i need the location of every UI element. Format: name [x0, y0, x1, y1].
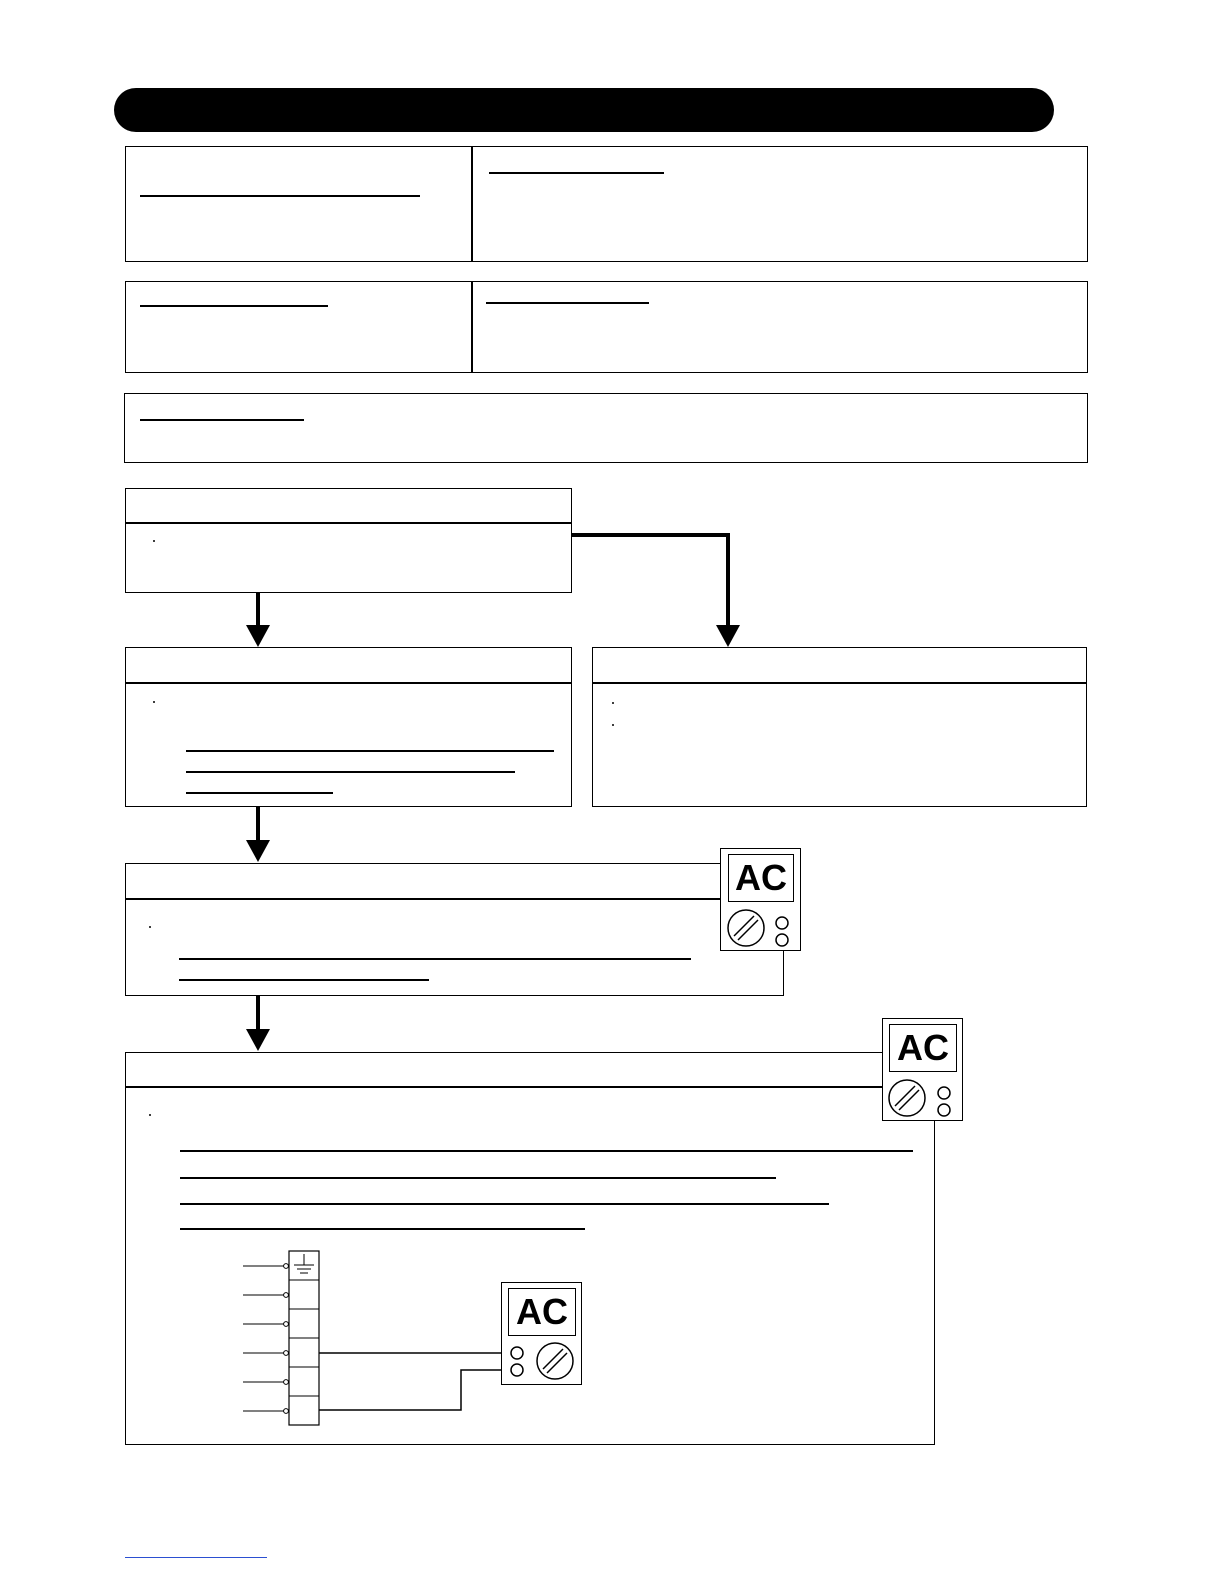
- footer-link-underline[interactable]: [125, 1557, 267, 1558]
- step-2-underline-2: [186, 771, 515, 773]
- info-box-1-divider: [471, 146, 473, 262]
- arrow-down-icon: [246, 625, 270, 647]
- step-4-bullet: [149, 1114, 151, 1116]
- info-box-1-left-underline: [140, 195, 420, 197]
- branch-connector-horizontal: [572, 533, 730, 537]
- multimeter-2: [882, 1018, 963, 1121]
- info-box-2-left-underline: [140, 305, 328, 307]
- info-box-3: [124, 393, 1088, 463]
- arrow-down-icon: [716, 625, 740, 647]
- probe-jack-icon: [774, 915, 790, 947]
- step-2-underline-3: [186, 792, 333, 794]
- multimeter-3: [501, 1282, 582, 1385]
- info-box-3-underline: [140, 419, 304, 421]
- step-4-underline-2: [180, 1177, 776, 1179]
- step-2-bullet: [153, 701, 155, 703]
- probe-jack-icon: [509, 1345, 525, 1377]
- multimeter-2-display: AC: [889, 1024, 957, 1072]
- dial-icon: [725, 907, 767, 949]
- info-box-1: [125, 146, 1088, 262]
- title-bar: [114, 88, 1054, 132]
- step-3-underline-1: [179, 958, 691, 960]
- step-4-underline-4: [180, 1228, 585, 1230]
- probe-jack-icon: [936, 1085, 952, 1117]
- step-2-underline-1: [186, 750, 554, 752]
- step-2-alt-bullet-2: [612, 724, 614, 726]
- branch-connector-vertical: [726, 533, 730, 626]
- multimeter-3-display: AC: [508, 1288, 576, 1336]
- step-3-underline-2: [179, 979, 429, 981]
- info-box-2-right-underline: [486, 302, 649, 304]
- step-1-header-divider: [125, 522, 572, 524]
- dial-icon: [534, 1340, 576, 1382]
- multimeter-1: [720, 848, 801, 951]
- step-2-alt-header-divider: [592, 682, 1087, 684]
- step-3-box: [125, 863, 784, 996]
- step-4-header-divider: [125, 1086, 882, 1088]
- step-4-underline-3: [180, 1203, 829, 1205]
- arrow-down-icon: [246, 840, 270, 862]
- step-4-underline-1: [180, 1150, 913, 1152]
- arrow-down-icon: [246, 1029, 270, 1051]
- step-2-alt-box: [592, 647, 1087, 807]
- step-1-box: [125, 488, 572, 593]
- info-box-2-divider: [471, 281, 473, 373]
- arrow-3-shaft: [256, 996, 260, 1030]
- step-3-bullet: [149, 926, 151, 928]
- arrow-1-shaft: [256, 593, 260, 626]
- multimeter-1-display: AC: [728, 854, 794, 902]
- step-3-header-divider: [125, 898, 721, 900]
- step-1-bullet: [153, 540, 155, 542]
- terminal-block-diagram: [238, 1248, 508, 1430]
- step-2-box: [125, 647, 572, 807]
- info-box-1-right-underline: [489, 172, 664, 174]
- step-2-alt-bullet-1: [612, 702, 614, 704]
- arrow-2-shaft: [256, 807, 260, 841]
- info-box-2: [125, 281, 1088, 373]
- dial-icon: [886, 1077, 928, 1119]
- step-2-header-divider: [125, 682, 572, 684]
